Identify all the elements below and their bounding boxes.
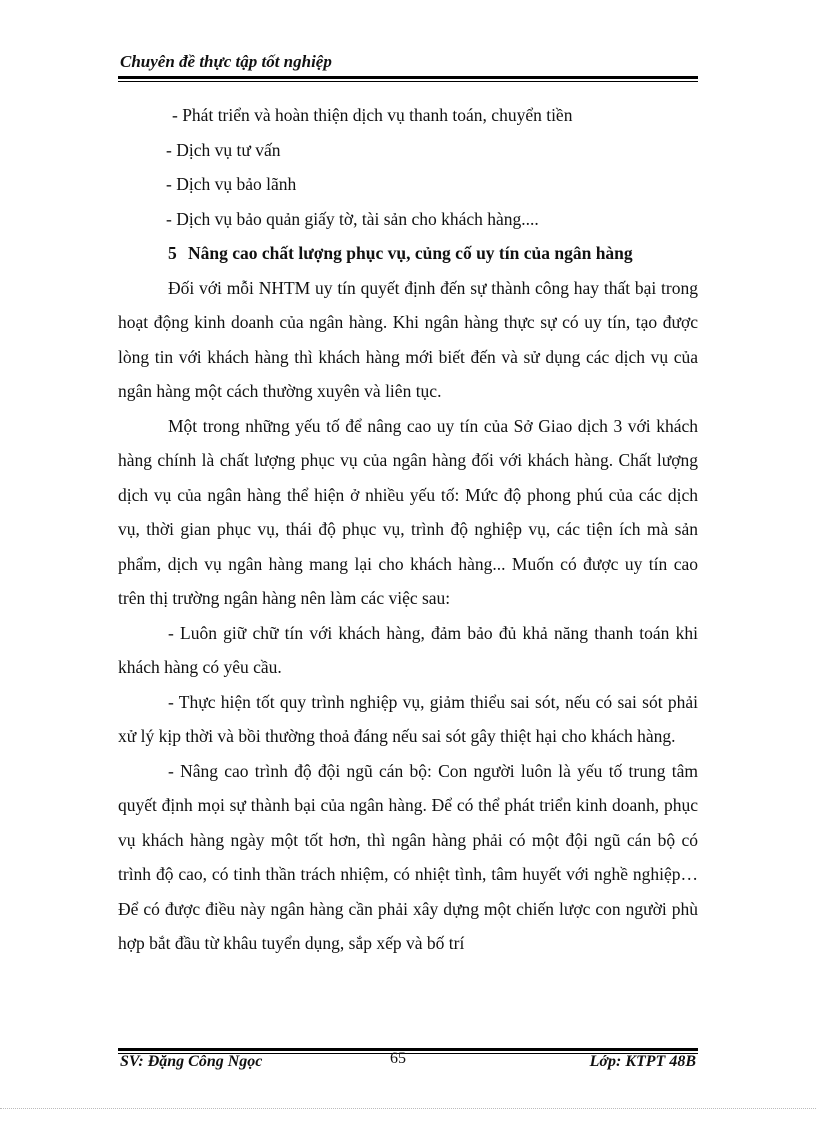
page-content [118,98,698,961]
paragraph: - Thực hiện tốt quy trình nghiệp vụ, giảm thiểu sai sót, nếu có sai sót phải xử lý kịp thời và bồi thường thoả đáng nếu sai sót gây thiệt hại cho khách hàng. [118,691,698,746]
header-divider [118,76,698,82]
document-header-title: Chuyên đề thực tập tốt nghiệp [120,52,332,71]
section-number: 5 [168,243,177,263]
paragraph: Một trong những yếu tố để nâng cao uy tín của Sở Giao dịch 3 với khách hàng chính là chất lượng phục vụ của ngân hàng đối với khách hàng. Chất lượng dịch vụ của ngân hàng thể hiện ở nhiều yếu tố: Mức độ phong phú của các dịch vụ, thời gian phục vụ, thái độ phục vụ, trình độ nghiệp vụ, các tiện ích mà sản phẩm, dịch vụ ngân hàng mang lại cho khách hàng... Muốn có được uy tín cao trên thị trường ngân hàng nên làm các việc sau: [118,415,698,608]
paragraph: - Luôn giữ chữ tín với khách hàng, đảm bảo đủ khả năng thanh toán khi khách hàng có yêu cầu. [118,622,698,677]
section-heading-text: Nâng cao chất lượng phục vụ, củng cố uy tín của ngân hàng [188,243,633,263]
paragraph: Đối với mỗi NHTM uy tín quyết định đến sự thành công hay thất bại trong hoạt động kinh doanh của ngân hàng. Khi ngân hàng thực sự có uy tín, tạo được lòng tin với khách hàng thì khách hàng mới biết đến và sử dụng các dịch vụ của ngân hàng một cách thường xuyên và liên tục. [118,277,698,401]
section-heading [118,236,698,271]
footer-class: Lớp: KTPT 48B [589,1053,696,1070]
footer-student-name: SV: Đặng Công Ngọc [120,1053,263,1070]
page-edge-divider [0,1108,816,1109]
page-number: 65 [390,1050,406,1067]
list-item: - Phát triển và hoàn thiện dịch vụ thanh toán, chuyển tiền [172,105,573,125]
list-item: - Dịch vụ bảo quản giấy tờ, tài sản cho khách hàng.... [166,208,539,229]
paragraph: - Nâng cao trình độ đội ngũ cán bộ: Con người luôn là yếu tố trung tâm quyết định mọi sự thành bại của ngân hàng. Để có thể phát triển kinh doanh, phục vụ khách hàng ngày một tốt hơn, thì ngân hàng phải có một đội ngũ cán bộ có trình độ cao, có tinh thần trách nhiệm, có nhiệt tình, tâm huyết với nghề nghiệp… Để có được điều này ngân hàng cần phải xây dựng một chiến lược con người phù hợp bắt đầu từ khâu tuyển dụng, sắp xếp và bố trí [118,760,698,953]
list-item: - Dịch vụ bảo lãnh [166,174,297,194]
list-item: - Dịch vụ tư vấn [166,139,281,160]
